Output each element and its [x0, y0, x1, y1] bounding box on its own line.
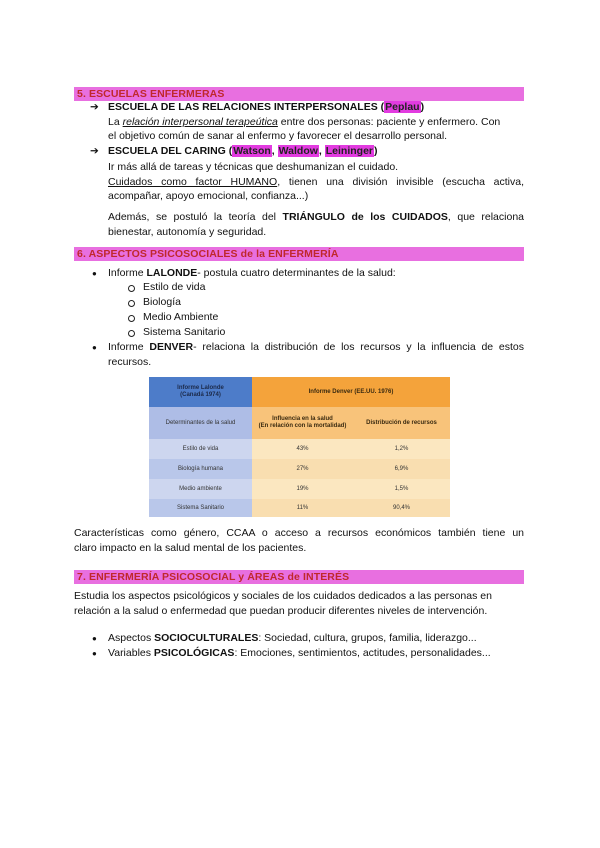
determinant-item: Biología — [143, 296, 181, 308]
arrow-bullet-icon: ➔ — [90, 101, 99, 113]
table-cell-distribution: 90,4% — [353, 499, 450, 517]
table-col-distribution: Distribución de recursos — [353, 407, 450, 439]
school-caring-title: ESCUELA DEL CARING (Watson, Waldow, Leininger) — [108, 145, 378, 157]
bullet-icon: ● — [92, 649, 97, 658]
triangle-text-2: bienestar, autonomía y seguridad. — [108, 226, 267, 238]
circle-bullet-icon — [128, 285, 135, 292]
triangle-text-1: Además, se postuló la teoría del TRIÁNGULO de los CUIDADOS, que relaciona — [108, 211, 525, 223]
bullet-icon: ● — [92, 634, 97, 643]
school-caring-desc-2: Cuidados como factor HUMANO, tienen una división invisible (escucha activa, — [108, 176, 524, 188]
table-row-label: Sistema Sanitario — [149, 499, 252, 517]
characteristics-line-2: claro impacto en la salud mental de los pacientes. — [74, 542, 307, 554]
waldow-highlight: Waldow — [278, 145, 318, 157]
leininger-highlight: Leininger — [325, 145, 374, 157]
table-row-label: Biología humana — [149, 459, 252, 479]
section-6-heading: 6. ASPECTOS PSICOSOCIALES de la ENFERMERÍA — [74, 247, 524, 261]
intro-line-1: Estudia los aspectos psicológicos y sociales de los cuidados dedicados a las personas en — [74, 590, 492, 602]
denver-line-1: Informe DENVER- relaciona la distribución de los recursos y la influencia de estos — [108, 341, 524, 353]
determinant-item: Sistema Sanitario — [143, 326, 226, 338]
section-5-heading: 5. ESCUELAS ENFERMERAS — [74, 87, 524, 101]
table-cell-influence: 11% — [252, 499, 353, 517]
table-cell-influence: 27% — [252, 459, 353, 479]
bullet-icon: ● — [92, 343, 97, 352]
table-denver-header: Informe Denver (EE.UU. 1976) — [252, 377, 450, 407]
table-cell-distribution: 1,2% — [353, 439, 450, 459]
watson-highlight: Watson — [233, 145, 271, 157]
peplau-highlight: Peplau — [385, 101, 420, 113]
characteristics-line-1: Características como género, CCAA o acceso a recursos económicos también tiene un — [74, 527, 524, 539]
table-col-determinants: Determinantes de la salud — [149, 407, 252, 439]
school-relations-title: ESCUELA DE LAS RELACIONES INTERPERSONALES (Peplau) — [108, 101, 425, 113]
school-relations-desc-2: el objetivo común de sanar al enfermo y favorecer el desarrollo personal. — [108, 130, 448, 142]
circle-bullet-icon — [128, 330, 135, 337]
determinant-item: Estilo de vida — [143, 281, 206, 293]
lalonde-denver-table — [149, 377, 450, 517]
determinant-item: Medio Ambiente — [143, 311, 219, 323]
circle-bullet-icon — [128, 300, 135, 307]
arrow-bullet-icon: ➔ — [90, 145, 99, 157]
section-7-heading: 7. ENFERMERÍA PSICOSOCIAL y ÁREAS de INTERÉS — [74, 570, 524, 584]
table-row-label: Medio ambiente — [149, 479, 252, 499]
table-cell-distribution: 1,5% — [353, 479, 450, 499]
lalonde-line: Informe LALONDE- postula cuatro determinantes de la salud: — [108, 267, 396, 279]
table-row-label: Estilo de vida — [149, 439, 252, 459]
table-col-influence: Influencia en la salud (En relación con la mortalidad) — [252, 407, 353, 439]
table-cell-influence: 19% — [252, 479, 353, 499]
circle-bullet-icon — [128, 315, 135, 322]
table-cell-distribution: 6,9% — [353, 459, 450, 479]
bullet-icon: ● — [92, 269, 97, 278]
psychological-item: Variables PSICOLÓGICAS: Emociones, sentimientos, actitudes, personalidades... — [108, 647, 491, 659]
school-caring-desc-3: acompañar, apoyo emocional, confianza...) — [108, 190, 309, 202]
table-cell-influence: 43% — [252, 439, 353, 459]
table-lalonde-header: Informe Lalonde (Canadá 1974) — [149, 377, 252, 407]
denver-line-2: recursos. — [108, 356, 152, 368]
sociocultural-item: Aspectos SOCIOCULTURALES: Sociedad, cultura, grupos, familia, liderazgo... — [108, 632, 477, 644]
school-relations-desc-1: La relación interpersonal terapeútica entre dos personas: paciente y enfermero. Con — [108, 116, 501, 128]
school-caring-desc-1: Ir más allá de tareas y técnicas que deshumanizan el cuidado. — [108, 161, 399, 173]
intro-line-2: relación a la salud o enfermedad que puedan producir diferentes niveles de intervención. — [74, 605, 488, 617]
